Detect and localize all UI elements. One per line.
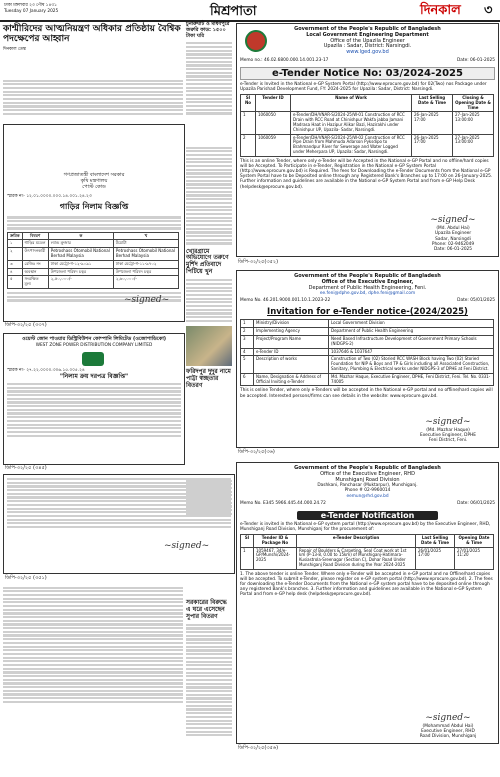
table-cell: 1 [241,547,254,569]
auction-title: গাড়ির নিলাম বিজ্ঞপ্তি [59,202,129,212]
table-row [241,134,494,156]
rhd-office: Munshiganj Road Division [335,476,400,483]
ref-code: ডিপি-৩২/২৫(৩৫৬) [238,745,279,751]
table-cell: গাড়ির মডেল [22,240,48,248]
article-body [3,78,183,122]
table-row [241,112,494,134]
table-header: ক [48,232,113,240]
brand-name: দিনকাল [420,3,461,18]
ref-code: ডিপি-৩২/২৫ (৩৩৭) [5,322,47,328]
table-header: Closing & Opening Date & Time [453,95,494,112]
table-header: খ [113,232,178,240]
lged-date: Date: 06-01-2025 [456,57,495,63]
table-cell: ল্যান্ড ক্রুজার [48,240,113,248]
rhd-notice [236,462,499,744]
table-header: Tender ID & Package No [254,535,297,548]
lged-signer-name: (Md. Abdul Hai) [436,226,470,232]
auction-ministry: কৃষি মন্ত্রণালয় [80,177,108,184]
auction-notice [3,124,185,322]
table-header: Last Selling Date & Time [416,535,455,548]
rhd-phone: Phone # 02-9960014 [344,488,391,494]
table-header: Sl No [241,95,256,112]
table-cell: 5 [241,356,254,373]
table-cell: ২,৫০,০০০/- [48,276,113,289]
table-cell: Md. Mazhar Haque, Executive Engineer, DPHE, Feni District, Feni. Tel. No. 0331-74005 [329,373,494,386]
table-cell: Local Government Division [329,320,494,328]
mid-headline-3: সরকারের বিরুদ্ধে এ ঘরে এসেছেন সুপার বিতরণ [186,599,227,620]
lged-signer-loc: Sadar, Narsingdi [435,236,471,242]
lged-signer-date: Date: 06-01-2025 [433,246,473,252]
wzpdcl-notice [3,333,185,465]
ref-code: ডিপি-৩২/২৫ (৩৫১) [5,575,47,581]
table-row [241,356,494,373]
table-header-row [241,535,494,548]
table-cell: উপজেলা পরিষদ চত্বর [113,268,178,276]
article-headline: কাশ্মীরিদের আত্মনিয়ন্ত্রণ অধিকার প্রতিষ্ঠায় বৈশ্বিক পদক্ষেপের আহ্বান [3,24,181,45]
bottom-signature: ~signed~ [164,541,210,551]
dphe-footer: This is online Tender, where only e-Tenders will be accepted in the National e-GP portal and no offline/hard copies will be accepted. Interested persons/firms can see details in the website: www.eprocure.gov.bd. [240,388,493,399]
ref-code: ডিপি-৩২/২৫ (৩৪৫) [5,465,47,471]
table-header: e-Tender Description [297,535,416,548]
rhd-address: Dashkani, Panchasar (Muktarpur), Munshiganj. [317,483,418,489]
lged-title: e-Tender Notice No: 03/2024-2025 [240,67,495,80]
table-header: Name of Work [291,95,412,112]
rhd-title: e-Tender Notification [297,511,438,520]
dphe-table [240,319,494,386]
mid-headline-1: খোরগ্রামে অভিযোগে তরুণে মুর্শিদ প্রতিবাদে পিটিয়ে খুন [186,247,229,276]
table-header: Sl [241,535,254,548]
table-cell: Description of works [254,356,329,373]
rhd-date: Date: 06/01/2025 [457,500,495,506]
table-cell: Project/Program Name [254,336,329,349]
table-cell: 27/01/2025 11:20 [455,547,494,569]
table-cell: ৪ [8,268,23,276]
table-row [8,248,179,261]
wzpdcl-memo: স্মারক নং- ২৭.২২.০০০০.৩০৬.১৫.০০৫.২৪ [7,367,85,373]
table-cell: ২,৬০,০০০/- [113,276,178,289]
rhd-signer-loc: Road Division, Munshiganj [419,733,477,739]
masthead [0,0,500,22]
table-cell: Petroshass Otomobil National Berhad Malaysia [113,248,178,261]
table-cell: ১ [8,240,23,248]
table-cell: ২ [8,248,23,261]
table-row [8,260,179,268]
table-cell: উপজেলা পরিষদ চত্বর [48,268,113,276]
table-cell: Ministry/Division [254,320,329,328]
table-cell: Petroshass Otomobil National Berhad Malaysia [48,248,113,261]
table-cell: 27-Jan-2025 13:00:00 [453,112,494,134]
table-cell: 1059467, 34/e-GP/Munshi/2024-2025 [254,547,297,569]
lged-notice [236,23,499,257]
middle-column-lower [186,478,232,568]
lged-footer: This is an online Tender, where only e-Tender will be Accepted in the National e-GP Portal and no offline/hard copies will be Accepted. To Participate in e-Tender, Registration in the National e-GP System Portal (http://www.eprocure.gov.bd) is Required. The fees for Downloading the e-Tender Documents from the National e-GP System Portal have to be Deposited online through any Registered Bank's Branches up to 17:00 on 26-January-2025. Further information and guidelines are available in the National e-GP System Portal and from e-GP Help Desk (helpdesk@eprocure.gov.bd). [240,158,493,190]
table-cell: ঢাকা মেট্রো-গ-১১-৯৭০২ [113,260,178,268]
dphe-email: ee.feni@dphe.gov.bd, dphe.feni@gmail.com [319,291,416,297]
dphe-office: Department of Public Health Engineering, Feni. [308,284,427,291]
page-number: ৩ [484,3,493,18]
lged-signature-block [418,215,488,252]
rhd-gov: Government of the People's Republic of Bangladesh [294,465,441,471]
table-cell: e-Tender ID [254,348,329,356]
table-header: ক্রমিক [8,232,23,240]
table-cell: সংরক্ষিত মূল্য [22,276,48,289]
rhd-signature-block [408,713,488,739]
table-header: Last Selling Date & Time [412,95,453,112]
issue-date: ঢাকা মঙ্গলবার ২৩ পৌষ ১৪৩১ [4,3,57,8]
dphe-date: Date: 05/01/2025 [457,298,495,304]
table-cell: টয়োটা [113,240,178,248]
table-cell: 1 [241,320,254,328]
table-cell: 26/01/2025 17:00 [416,547,455,569]
lged-logo [245,30,267,52]
lged-location: Upazila : Sadar, District: Narsingdi. [323,43,412,50]
table-row [241,348,494,356]
rhd-intro: e-Tender is invited in the National e-GP system portal (http://www.eprocure.gov.bd) by the Executive Engineer, RHD, Munshiganj Road Division, Munshiganj for the procurement of: [240,521,491,532]
lged-web: www.lged.gov.bd [346,49,389,55]
mid-headline-2: ফরিদপুর দুদুর নামে পাট্টা স্বচ্ছতার বিতরণ [186,367,231,389]
rhd-signer-name: (Mohammad Abdul Hai) [422,723,474,729]
lged-signer-phone: Phone: 02-9462049 [431,241,475,247]
dphe-signature: ~signed~ [425,416,471,427]
rhd-signature: ~signed~ [425,712,471,723]
table-cell: ৩ [8,260,23,268]
table-row [8,268,179,276]
rhd-memo: Memo No. E345 5966.445.44.000.24.72 [240,500,326,506]
header-rule [0,20,500,22]
wzpdcl-org: ওয়েস্ট জোন পাওয়ার ডিস্ট্রিবিউশন কোম্পানি লিমিটেড (ওজোপাডিকো) [21,336,167,342]
rhd-signer-title: Executive Engineer, RHD [421,728,475,734]
dphe-signer-loc: Feni District, Feni. [428,437,468,443]
table-row [241,328,494,336]
dphe-notice [236,270,499,448]
table-cell: অবস্থান [22,268,48,276]
auction-postcode: পোস্ট কোড [82,183,106,190]
table-cell: 1037646 & 1037647 [329,348,494,356]
dphe-signer-title: Executive Engineer, DPHE [420,432,476,438]
table-row [241,547,494,569]
table-row [241,373,494,386]
table-cell: Repair of Boulders & Carpeting, Seal Coat work at 1st km (P-13-8, 0.00 to 15km) of Munshiganj-Hatimara-Kusiastrola-Sreenagar (Section C), Dohar Road Under Munshiganj Road Division during the Year 2024-2025 [297,547,416,569]
table-cell: 1060059 [256,134,291,156]
section-title: মিশ্রপাতা [210,4,257,19]
table-cell: 26-Jan-2025 17:00 [412,112,453,134]
table-cell: ৫ [8,276,23,289]
lged-memo: Memo no.: 46.02.6800.000.14.001.23-17 [240,57,329,63]
table-row [241,336,494,349]
auction-signature: ~signed~ [124,295,170,305]
table-header-row [241,95,494,112]
table-cell: 6 [241,373,254,386]
news-photo [186,326,232,366]
company-logo [82,352,104,366]
table-cell: Need Based Infrastructure Development of Government Primary Schools (NIDGPS-2) [329,336,494,349]
lged-signer-title: Upazila Engineer [434,231,472,237]
article-byline: দিনকাল ডেস্ক [3,46,26,52]
table-cell: 1 [241,112,256,134]
rhd-notes: 1. The above tender is online Tender. Where only e-Tender will be accepted in e-GP portal and no Offline/hard copies will be accepted. To submit e-Tender, please register on e-GP system portal (http://www.eprocure.gov.bd). 2. The fees for downloading the e-Tender Documents from the National e-GP system portal have to be deposited online through any registered Bank's branches. 3. Further information and guidelines are available in the National e-GP System Portal and from e-GP help desk (helpdesk@eprocure.gov.bd). [240,571,493,598]
dphe-dept: Office of the Executive Engineer, [321,278,414,285]
table-cell: Department of Public Health Engineering [329,328,494,336]
table-cell: 2 [241,328,254,336]
table-header: Tender ID [256,95,291,112]
table-cell: 2 [241,134,256,156]
auction-gov: গণপ্রজাতন্ত্রী বাংলাদেশ সরকার [63,172,125,178]
table-cell: 26-Jan-2025 17:00 [412,134,453,156]
table-row [8,240,179,248]
wzpdcl-org-en: WEST ZONE POWER DISTRIBUTION COMPANY LIMITED [35,342,153,348]
issue-date-en: Tuesday 07 January 2025 [4,9,59,14]
table-cell: e-Tender/DH/VNAR-S/2024-25/W-01 Construction of RCC Drain with RCC Road at Chinishpur Wakfa jabba Jamani Madrasa Haat in Hazipur Alikar Bazi, Hazirakhi under Chinishpur UP, Upazila- Sadar, Narsingdi. [291,112,412,134]
table-cell: 1060050 [256,112,291,134]
ref-code: ডিপি-৩২/২৫(৩৫২) [238,259,279,265]
lged-table [240,94,494,157]
table-cell: উৎপাদনকারী [22,248,48,261]
table-row [241,320,494,328]
ref-code: ডিপি-৩২/২৫(৩৬) [238,449,275,455]
table-cell: 27-Jan-2025 13:00:00 [453,134,494,156]
table-cell: Name, Designation & Address of Official Inviting e-Tender [254,373,329,386]
dphe-title: Invitation for e-Tender notice-(2024/2025) [267,307,468,318]
bottom-left-body [3,585,183,755]
rhd-email: eemun@rhd.gov.bd [346,493,389,499]
dphe-signature-block [408,417,488,443]
lged-signature: ~signed~ [430,215,476,226]
dphe-memo: Memo No. 46.201.9000.001.10.1.2023-22 [240,298,331,304]
dphe-signer-name: (Md. Mazhar Haque) [426,427,470,433]
table-header-row [8,232,179,240]
table-cell: 4 [241,348,254,356]
dphe-gov: Government of the People's Republic of Bangladesh [294,273,441,279]
rhd-table [240,534,494,570]
side-news [186,22,232,142]
lged-dept: Local Government Engineering Department [306,31,429,38]
lged-office: Office of the Upazila Engineer [330,37,405,44]
table-cell: e-Tender/DH/VNAR-S/2024-25/W-02 Construction of RCC Pipe Drain from Mahmuda Adarson Pyksdipo to Brahmandpur River for Sewerage and Water Logged under Meherpara UP, Upazila: Sadar, Narsingdi. [291,134,412,156]
table-row [8,276,179,289]
mid-bottom-story [186,600,232,770]
lged-intro: e-Tender is Invited in the National e-GP System Portal (http://www.eprocure.gov.bd) for 02(Two) nos Package under Upazila Parishad Development Fund, FY: 2024-2025 for Upazila: Sadar, District: Narsingdi. [240,81,487,92]
auction-table [7,232,179,289]
middle-column [186,145,232,475]
table-cell: 3 [241,336,254,349]
rhd-dept: Office of the Executive Engineer, RHD [320,470,415,477]
table-header: Opening Date & Time [455,535,494,548]
table-cell: রেজিঃ নং [22,260,48,268]
table-cell: Construction of Two (02) Storied RCC WASH Block having Two (02) Storied Foundation for NIP & Boys and TP & Girls including all Associated Construction, Sanitary, Plumbing & Electrical works under NIDGPS-3 of DPHE at Feni District. [329,356,494,373]
wzpdcl-title: "নিলাম ক্রয় দরপত্র বিজ্ঞপ্তি" [59,373,129,381]
lged-gov: Government of the People's Republic of Bangladesh [294,26,441,32]
table-header: বিবরণ [22,232,48,240]
side-headline: চুনারুঘাট ও মাধবপুরে জরুরি ফাড: ১৫০০ টাকা ঘরি [186,21,230,39]
auction-memo: স্মারক নং- ১২.০১.০০০০.০০০.১৪.০০১.২৪.২৩ [7,194,92,200]
table-cell: Implementing Agency [254,328,329,336]
table-cell: ঢাকা মেট্রো-গ-১২-৯০৯১ [48,260,113,268]
